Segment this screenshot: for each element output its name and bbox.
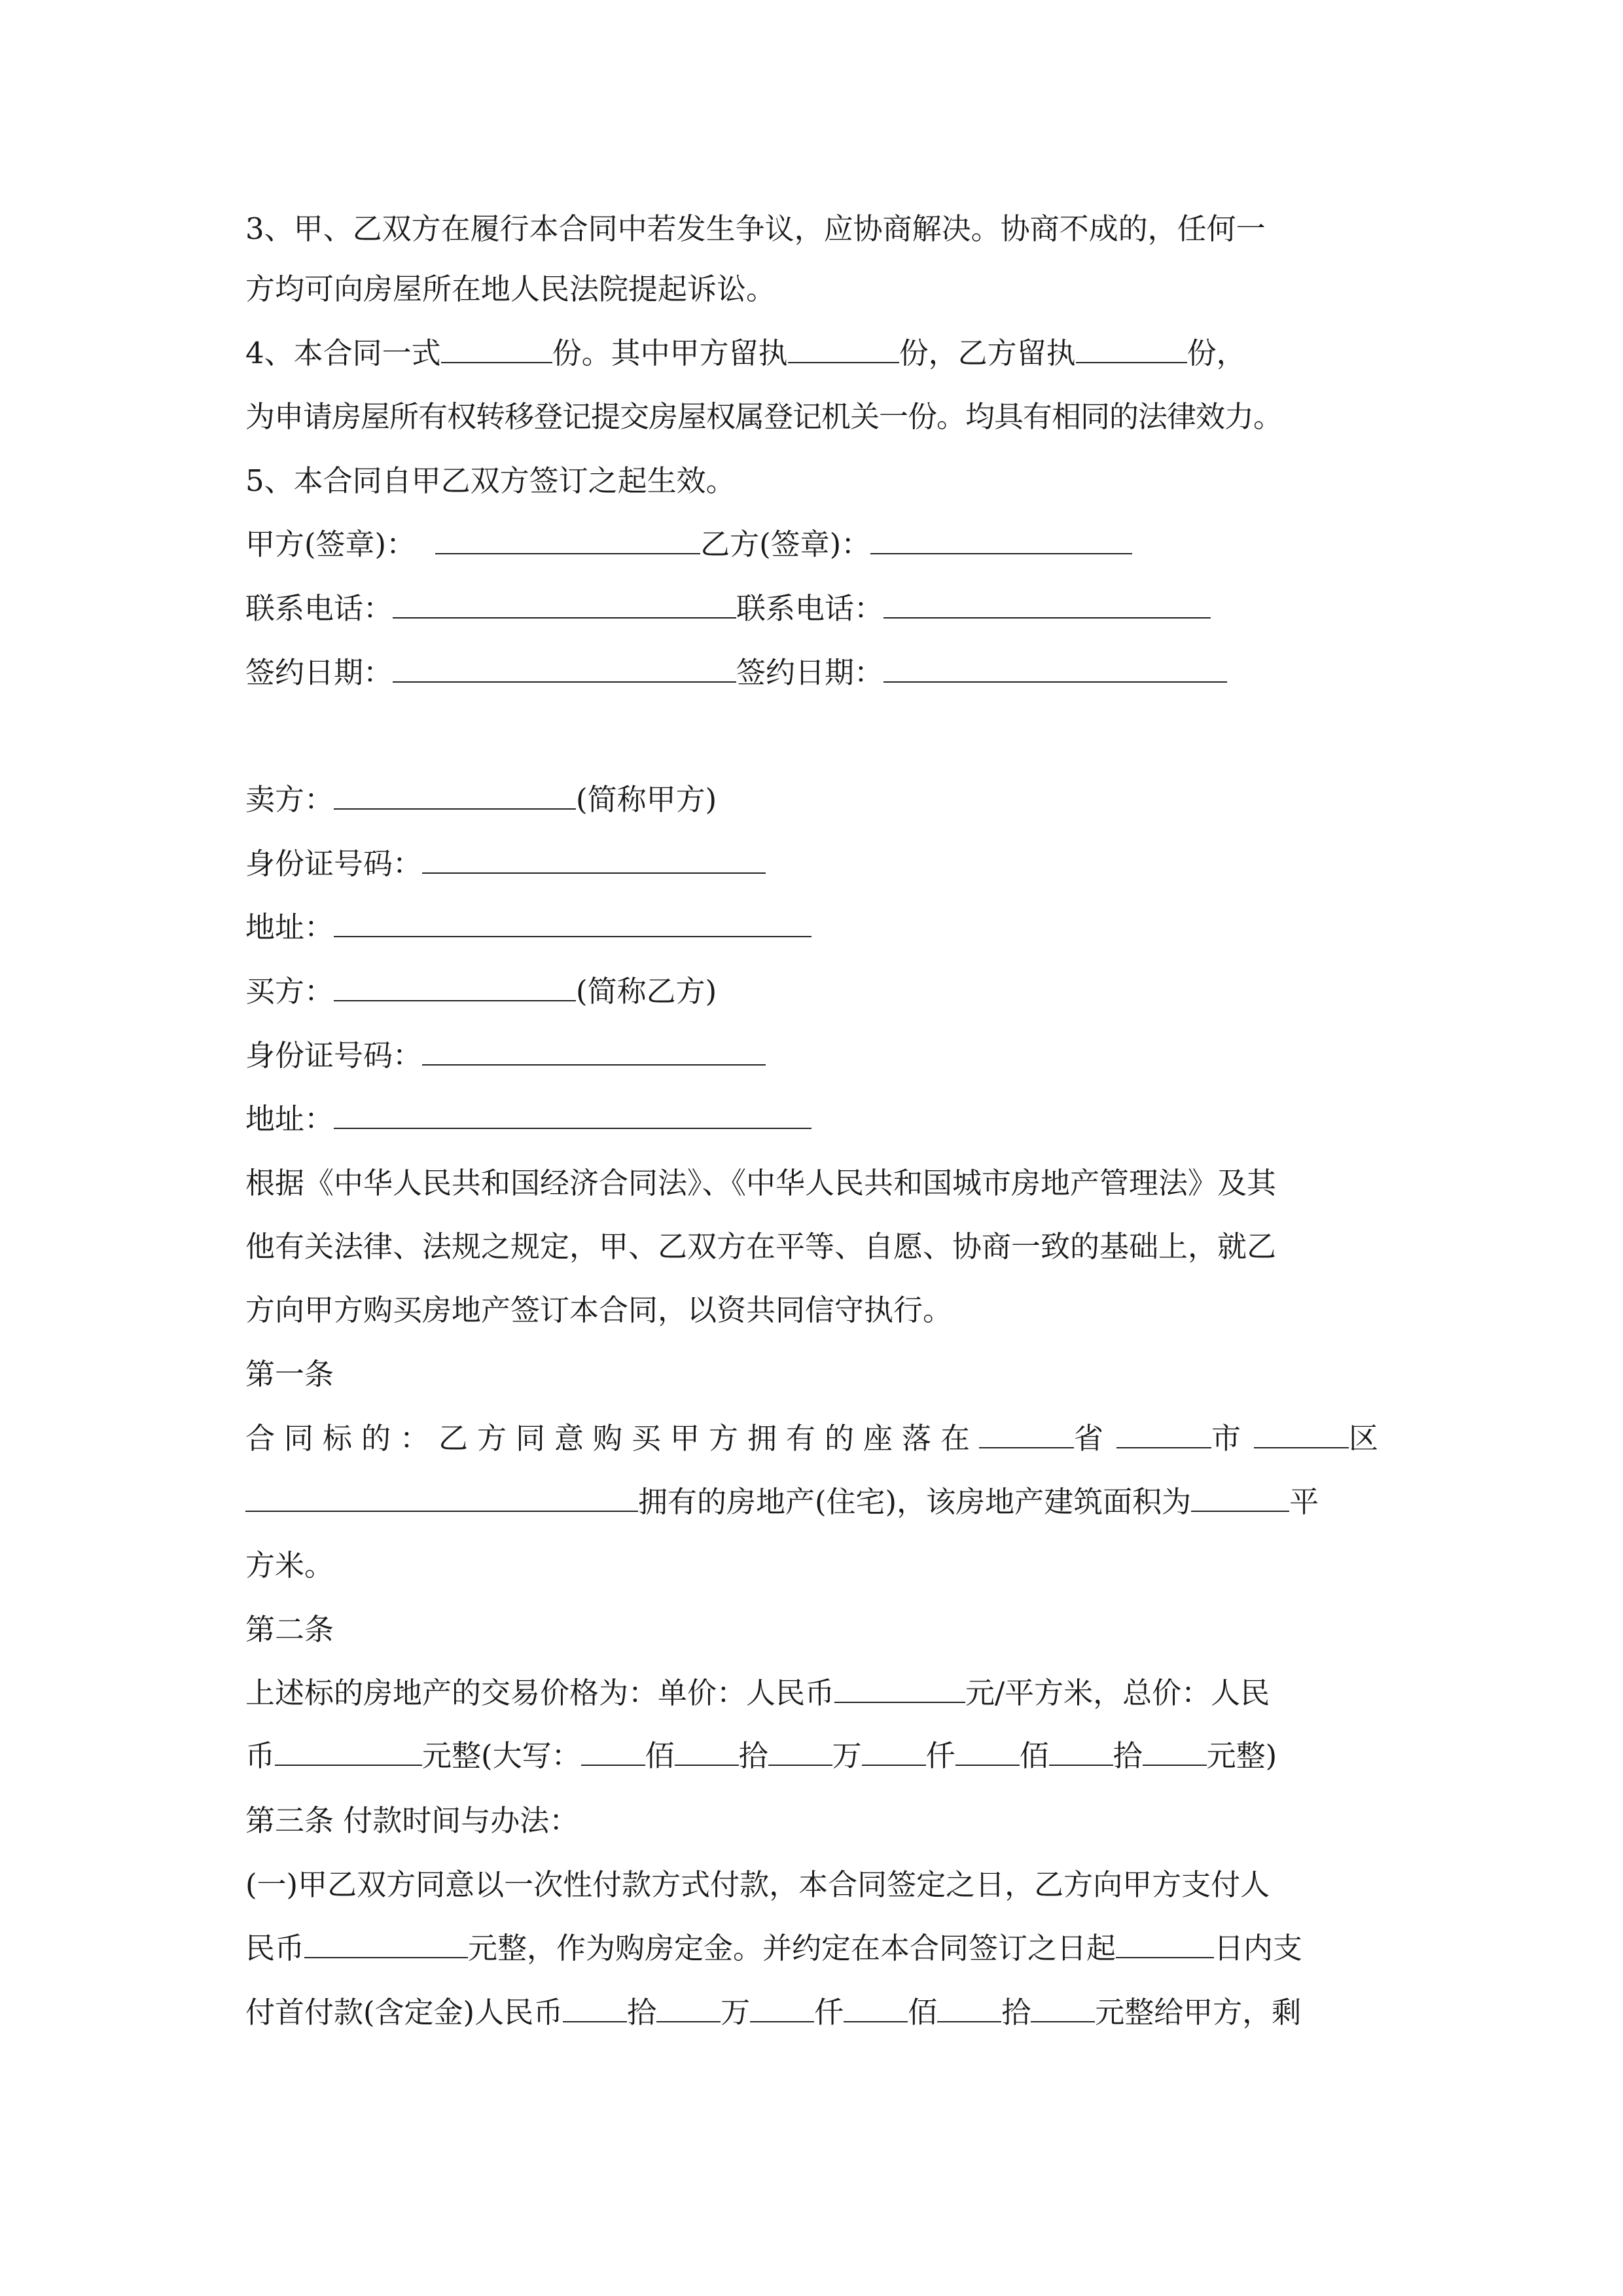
- buyer-row: 买方： (简称乙方): [245, 974, 717, 1009]
- clause-3-line-1: 3、甲、乙双方在履行本合同中若发生争议，应协商解决。协商不成的，任何一: [245, 211, 1266, 246]
- clause-4-line-2: 为申请房屋所有权转移登记提交房屋权属登记机关一份。均具有相同的法律效力。: [245, 399, 1283, 434]
- buyer-id-blank[interactable]: [422, 1038, 766, 1066]
- date-row: 签约日期： 签约日期：: [245, 653, 1227, 692]
- seller-address-row: 地址：: [245, 908, 812, 947]
- first-pay-shi-blank-1[interactable]: [563, 1995, 627, 2022]
- article-1-heading: 第一条: [245, 1357, 334, 1391]
- bai-blank-1[interactable]: [581, 1738, 645, 1766]
- seller-id-blank[interactable]: [422, 846, 766, 874]
- seller-name-blank[interactable]: [334, 782, 576, 810]
- province-blank[interactable]: [979, 1421, 1074, 1448]
- first-pay-yuan-blank[interactable]: [1031, 1995, 1095, 2022]
- total-price-blank[interactable]: [275, 1738, 422, 1766]
- buyer-name-blank[interactable]: [334, 974, 576, 1001]
- article-3-line-3: 付首付款(含定金)人民币 拾 万 仟 佰 拾 元整给甲方，剩: [245, 1995, 1302, 2030]
- copies-party-a-blank[interactable]: [788, 336, 899, 363]
- article-2-line-1: 上述标的房地产的交易价格为：单价：人民币 元/平方米，总价：人民: [245, 1676, 1270, 1710]
- party-a-seal-blank[interactable]: [435, 527, 700, 554]
- first-pay-bai-blank[interactable]: [844, 1995, 908, 2022]
- first-pay-shi-blank-2[interactable]: [937, 1995, 1001, 2022]
- wan-blank-1[interactable]: [768, 1738, 832, 1766]
- district-blank[interactable]: [1254, 1421, 1349, 1448]
- article-3-heading: 第三条 付款时间与办法：: [245, 1803, 579, 1838]
- buyer-address-blank[interactable]: [334, 1102, 812, 1129]
- days-blank[interactable]: [1116, 1931, 1214, 1958]
- location-blank[interactable]: [245, 1484, 638, 1512]
- deposit-blank[interactable]: [304, 1931, 468, 1958]
- article-3-line-2: 民币 元整，作为购房定金。并约定在本合同签订之日起 日内支: [245, 1931, 1303, 1965]
- party-b-date-blank[interactable]: [883, 655, 1227, 683]
- preamble-line-3: 方向甲方购买房地产签订本合同，以资共同信守执行。: [245, 1293, 953, 1327]
- party-a-phone-blank[interactable]: [393, 591, 736, 619]
- seller-row: 卖方： (简称甲方): [245, 782, 717, 817]
- area-blank[interactable]: [1191, 1484, 1289, 1512]
- seller-id-row: 身份证号码：: [245, 844, 766, 884]
- seller-address-blank[interactable]: [334, 910, 812, 937]
- seal-row: 甲方(签章)： 乙方(签章)：: [245, 525, 1132, 564]
- article-2-line-2: 币 元整(大写： 佰 拾 万 仟 佰 拾 元整): [245, 1738, 1277, 1773]
- party-b-seal-blank[interactable]: [870, 527, 1132, 554]
- clause-4-line-1: 4、本合同一式 份。其中甲方留执 份，乙方留执 份，: [245, 336, 1246, 370]
- copies-total-blank[interactable]: [441, 336, 552, 363]
- preamble-line-1: 根据《中华人民共和国经济合同法》、《中华人民共和国城市房地产管理法》及其: [245, 1166, 1277, 1200]
- article-3-line-1: (一)甲乙双方同意以一次性付款方式付款，本合同签定之日，乙方向甲方支付人: [245, 1867, 1270, 1902]
- article-2-heading: 第二条: [245, 1612, 334, 1647]
- city-blank[interactable]: [1116, 1421, 1211, 1448]
- shi-blank-2[interactable]: [1049, 1738, 1113, 1766]
- qian-blank-1[interactable]: [862, 1738, 926, 1766]
- article-1-line-3: 方米。: [245, 1548, 334, 1583]
- clause-5: 5、本合同自甲乙双方签订之起生效。: [245, 463, 736, 498]
- buyer-address-row: 地址：: [245, 1100, 812, 1139]
- bai-blank-2[interactable]: [955, 1738, 1020, 1766]
- copies-party-b-blank[interactable]: [1076, 336, 1187, 363]
- article-1-line-1: 合同标的：乙方同意购买甲方拥有的座落在 省 市 区: [245, 1421, 1379, 1456]
- preamble-line-2: 他有关法律、法规之规定，甲、乙双方在平等、自愿、协商一致的基础上，就乙: [245, 1229, 1277, 1264]
- party-b-phone-blank[interactable]: [883, 591, 1211, 619]
- party-a-date-blank[interactable]: [393, 655, 736, 683]
- phone-row: 联系电话： 联系电话：: [245, 589, 1211, 628]
- yuan-blank[interactable]: [1143, 1738, 1207, 1766]
- first-pay-qian-blank[interactable]: [750, 1995, 814, 2022]
- clause-3-line-2: 方均可向房屋所在地人民法院提起诉讼。: [245, 272, 776, 306]
- buyer-id-row: 身份证号码：: [245, 1036, 766, 1075]
- article-1-line-2: 拥有的房地产(住宅)，该房地产建筑面积为 平: [245, 1482, 1319, 1522]
- shi-blank-1[interactable]: [675, 1738, 739, 1766]
- first-pay-wan-blank[interactable]: [656, 1995, 721, 2022]
- unit-price-blank[interactable]: [834, 1676, 965, 1703]
